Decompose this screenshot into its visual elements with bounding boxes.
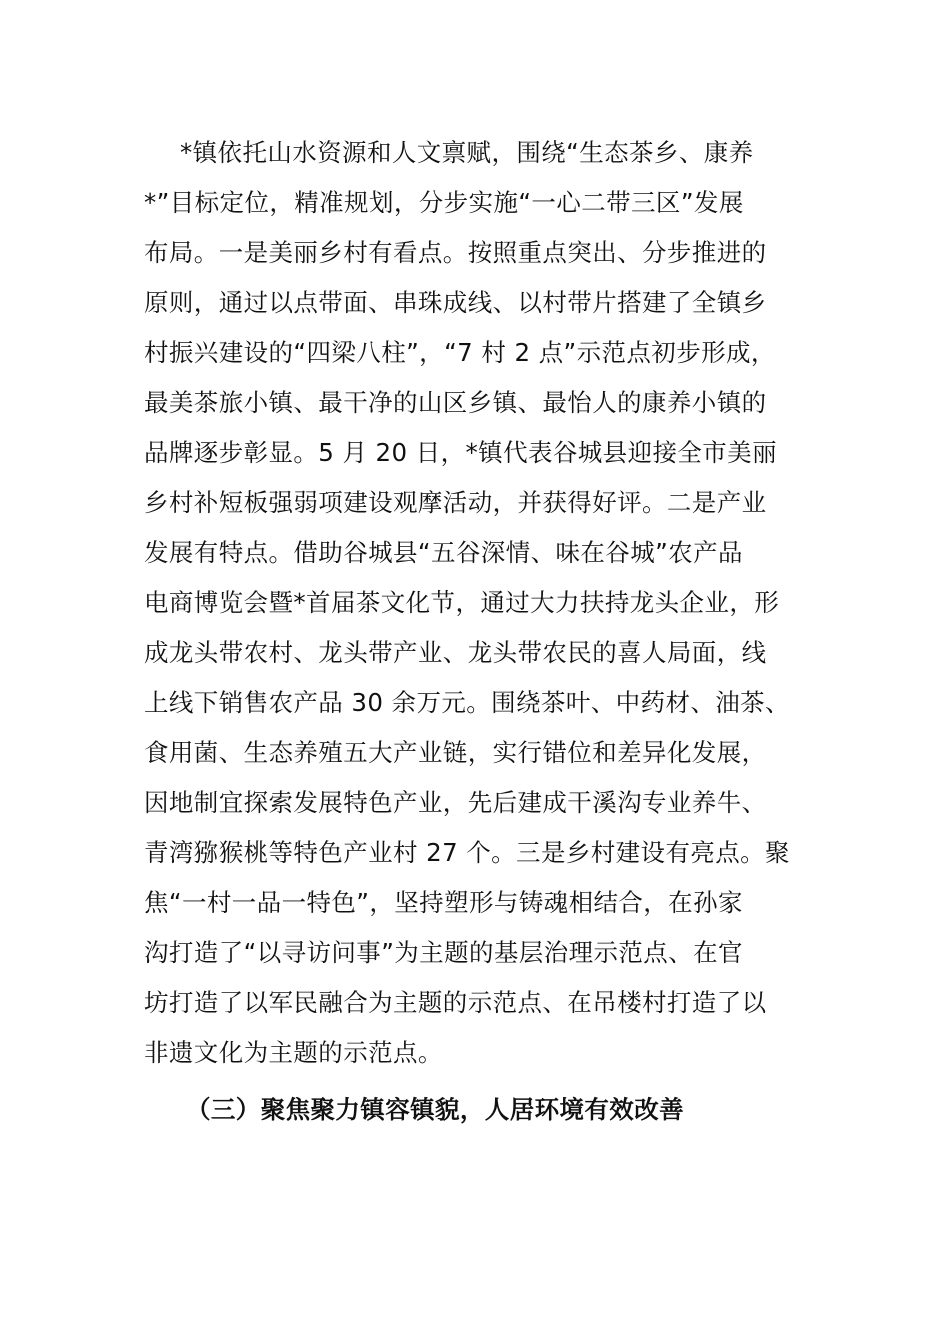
paragraph-line: 村振兴建设的“四梁八柱”，“7 村 2 点”示范点初步形成， (144, 338, 776, 367)
paragraph-line: 因地制宜探索发展特色产业，先后建成干溪沟专业养牛、 (144, 788, 767, 817)
paragraph-line: 焦“一村一品一特色”，坚持塑形与铸魂相结合，在孙家 (144, 888, 743, 917)
paragraph-line: 原则，通过以点带面、串珠成线、以村带片搭建了全镇乡 (144, 288, 767, 317)
section-heading: （三）聚焦聚力镇容镇貌，人居环境有效改善 (186, 1095, 684, 1124)
paragraph-line: 乡村补短板强弱项建设观摩活动，并获得好评。二是产业 (144, 488, 767, 517)
paragraph-line: 电商博览会暨*首届茶文化节，通过大力扶持龙头企业，形 (144, 588, 780, 617)
paragraph-line: 布局。一是美丽乡村有看点。按照重点突出、分步推进的 (144, 238, 767, 267)
paragraph-line: 成龙头带农村、龙头带产业、龙头带农民的喜人局面，线 (144, 638, 767, 667)
paragraph-line: 上线下销售农产品 30 余万元。围绕茶叶、中药材、油茶、 (144, 688, 790, 717)
paragraph-line: *镇依托山水资源和人文禀赋，围绕“生态茶乡、康养 (180, 138, 754, 167)
paragraph-line: 品牌逐步彰显。5 月 20 日，*镇代表谷城县迎接全市美丽 (144, 438, 777, 467)
paragraph-line: 非遗文化为主题的示范点。 (144, 1038, 443, 1067)
paragraph-line: *”目标定位，精准规划，分步实施“一心二带三区”发展 (144, 188, 744, 217)
paragraph-line: 发展有特点。借助谷城县“五谷深情、味在谷城”农产品 (144, 538, 743, 567)
paragraph-line: 食用菌、生态养殖五大产业链，实行错位和差异化发展， (144, 738, 767, 767)
paragraph-line: 坊打造了以军民融合为主题的示范点、在吊楼村打造了以 (144, 988, 767, 1017)
paragraph-line: 青湾猕猴桃等特色产业村 27 个。三是乡村建设有亮点。聚 (144, 838, 790, 867)
body-paragraph (144, 128, 824, 1078)
paragraph-line: 最美茶旅小镇、最干净的山区乡镇、最怡人的康养小镇的 (144, 388, 767, 417)
paragraph-line: 沟打造了“以寻访问事”为主题的基层治理示范点、在官 (144, 938, 743, 967)
